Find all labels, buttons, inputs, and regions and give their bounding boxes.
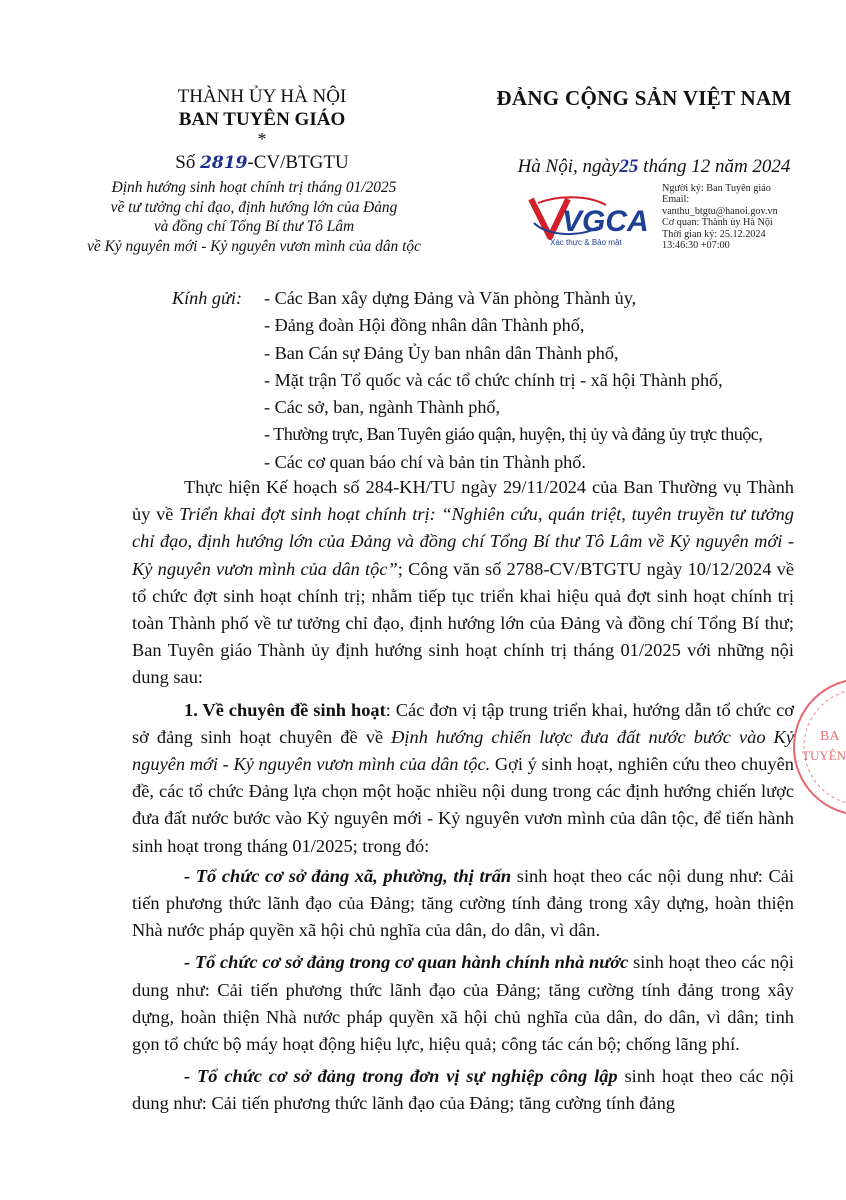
recipient-item: - Các Ban xây dựng Đảng và Văn phòng Thành ủy,	[264, 288, 637, 308]
signature-line: Thời gian ký: 25.12.2024	[662, 228, 766, 240]
seal-text: BA	[820, 729, 840, 744]
document-subject	[20, 178, 488, 257]
recipient-item: - Các cơ quan báo chí và bản tin Thành phố.	[264, 451, 586, 472]
bullet-heading: - Tổ chức cơ sở đảng trong cơ quan hành chính nhà nước	[184, 952, 629, 973]
signature-info	[662, 183, 822, 252]
national-heading	[474, 86, 814, 111]
section-heading: 1. Về chuyên đề sinh hoạt	[184, 699, 386, 720]
vgca-logo-icon	[528, 193, 658, 249]
org-unit: BAN TUYÊN GIÁO	[178, 108, 346, 130]
body-paragraph: - Tổ chức cơ sở đảng trong cơ quan hành chính nhà nước sinh hoạt theo các nội dung như: Cải tiến phương thức lãnh đạo của Đảng; tăng cường tính đảng trong xây dựng, hoàn thiện Nhà nước pháp quyền xã hội chủ nghĩa của dân, do dân, vì dân; tinh gọn tổ chức bộ máy hoạt động hiệu lực, hiệu quả; công tác cán bộ; chống lãng phí.	[132, 952, 794, 1055]
recipient-list	[264, 288, 824, 479]
signature-line: vanthu_btgtu@hanoi.gov.vn	[662, 205, 778, 217]
doc-number-prefix: Số	[175, 151, 196, 173]
bullet-heading: - Tổ chức cơ sở đảng trong đơn vị sự nghiệp công lập	[184, 1066, 618, 1087]
recipient-item: - Ban Cán sự Đảng Ủy ban nhân dân Thành phố,	[264, 342, 619, 363]
recipients-label: Kính gửi:	[172, 288, 243, 308]
recipient-item: - Các sở, ban, ngành Thành phố,	[264, 397, 501, 418]
org-parent: THÀNH ỦY HÀ NỘI	[177, 86, 347, 107]
doc-number-handwritten: 2819	[200, 152, 248, 173]
subject-line: Định hướng sinh hoạt chính trị tháng 01/2025	[111, 179, 397, 196]
subject-line: và đồng chí Tổng Bí thư Tô Lâm	[153, 218, 355, 236]
place-date-prefix: Hà Nội, ngày	[517, 156, 620, 177]
digital-signature	[528, 183, 818, 253]
subject-line: về tư tưởng chỉ đạo, định hướng lớn của Đảng	[110, 198, 398, 216]
doc-number-suffix: -CV/BTGTU	[247, 151, 349, 173]
signature-line: Người ký: Ban Tuyên giáo	[662, 183, 771, 194]
recipient-item: - Mặt trận Tổ quốc và các tổ chức chính trị - xã hội Thành phố,	[264, 369, 723, 390]
body-paragraph: - Tổ chức cơ sở đảng trong đơn vị sự nghiệp công lập sinh hoạt theo các nội dung như: Cải tiến phương thức lãnh đạo của Đảng; tăng cường tính đảng	[132, 1066, 794, 1114]
recipient-item: - Đảng đoàn Hội đồng nhân dân Thành phố,	[264, 315, 585, 336]
signature-line: Cơ quan: Thành ủy Hà Nội	[662, 217, 773, 229]
body-paragraph: - Tổ chức cơ sở đảng xã, phường, thị trấn sinh hoạt theo các nội dung như: Cải tiến phương thức lãnh đạo của Đảng; tăng cường tính đảng trong xây dựng, hoàn thiện Nhà nước pháp quyền xã hội chủ nghĩa của dân, do dân, vì dân.	[132, 865, 794, 941]
subject-line: về Kỷ nguyên mới - Kỷ nguyên vươn mình của dân tộc	[87, 238, 421, 256]
star-separator: *	[257, 128, 267, 149]
signature-line: Email:	[662, 194, 690, 206]
recipient-item: - Thường trực, Ban Tuyên giáo quận, huyện, thị ủy và đảng ủy trực thuộc,	[264, 424, 763, 445]
logo-text: VGCA	[562, 205, 649, 238]
place-date-suffix: tháng 12 năm 2024	[643, 156, 791, 177]
logo-tagline: Xác thực & Bảo mật	[550, 238, 622, 247]
body-paragraph: Thực hiện Kế hoạch số 284-KH/TU ngày 29/11/2024 của Ban Thường vụ Thành ủy về Triển khai đợt sinh hoạt chính trị: “Nghiên cứu, quán triệt, tuyên truyền tư tưởng chỉ đạo, định hướng lớn của Đảng và đồng chí Tổng Bí thư Tô Lâm về Kỷ nguyên mới - Kỷ nguyên vươn mình của dân tộc”; Công văn số 2788-CV/BTGTU ngày 10/12/2024 về tổ chức đợt sinh hoạt chính trị; nhằm tiếp tục triển khai hiệu quả đợt sinh hoạt chính trị toàn Thành phố về tư tưởng chỉ đạo, định hướng lớn của Đảng và đồng chí Tổng Bí thư; Ban Tuyên giáo Thành ủy định hướng sinh hoạt chính trị tháng 01/2025 với những nội dung sau:	[132, 477, 794, 688]
body-paragraph: 1. Về chuyên đề sinh hoạt: Các đơn vị tập trung triển khai, hướng dẫn tổ chức cơ sở đảng sinh hoạt chuyên đề về Định hướng chiến lược đưa đất nước bước vào Kỷ nguyên mới - Kỷ nguyên vươn mình của dân tộc. Gợi ý sinh hoạt, nghiên cứu theo chuyên đề, các tổ chức Đảng lựa chọn một hoặc nhiều nội dung trong các định hướng chiến lược đưa đất nước bước vào Kỷ nguyên mới - Kỷ nguyên vươn mình của dân tộc, để tiến hành sinh hoạt trong tháng 01/2025; trong đó:	[132, 699, 794, 856]
issuer-block	[112, 86, 412, 174]
day-handwritten: 25	[619, 156, 639, 177]
place-date	[494, 156, 814, 178]
document-body	[132, 474, 794, 1123]
bullet-heading: - Tổ chức cơ sở đảng xã, phường, thị trấn	[184, 865, 512, 886]
seal-text: TUYÊN	[802, 748, 846, 763]
document-number	[112, 152, 412, 175]
signature-line: 13:46:30 +07:00	[662, 240, 730, 252]
party-name: ĐẢNG CỘNG SẢN VIỆT NAM	[496, 86, 792, 110]
seal-stamp-icon	[784, 672, 846, 822]
